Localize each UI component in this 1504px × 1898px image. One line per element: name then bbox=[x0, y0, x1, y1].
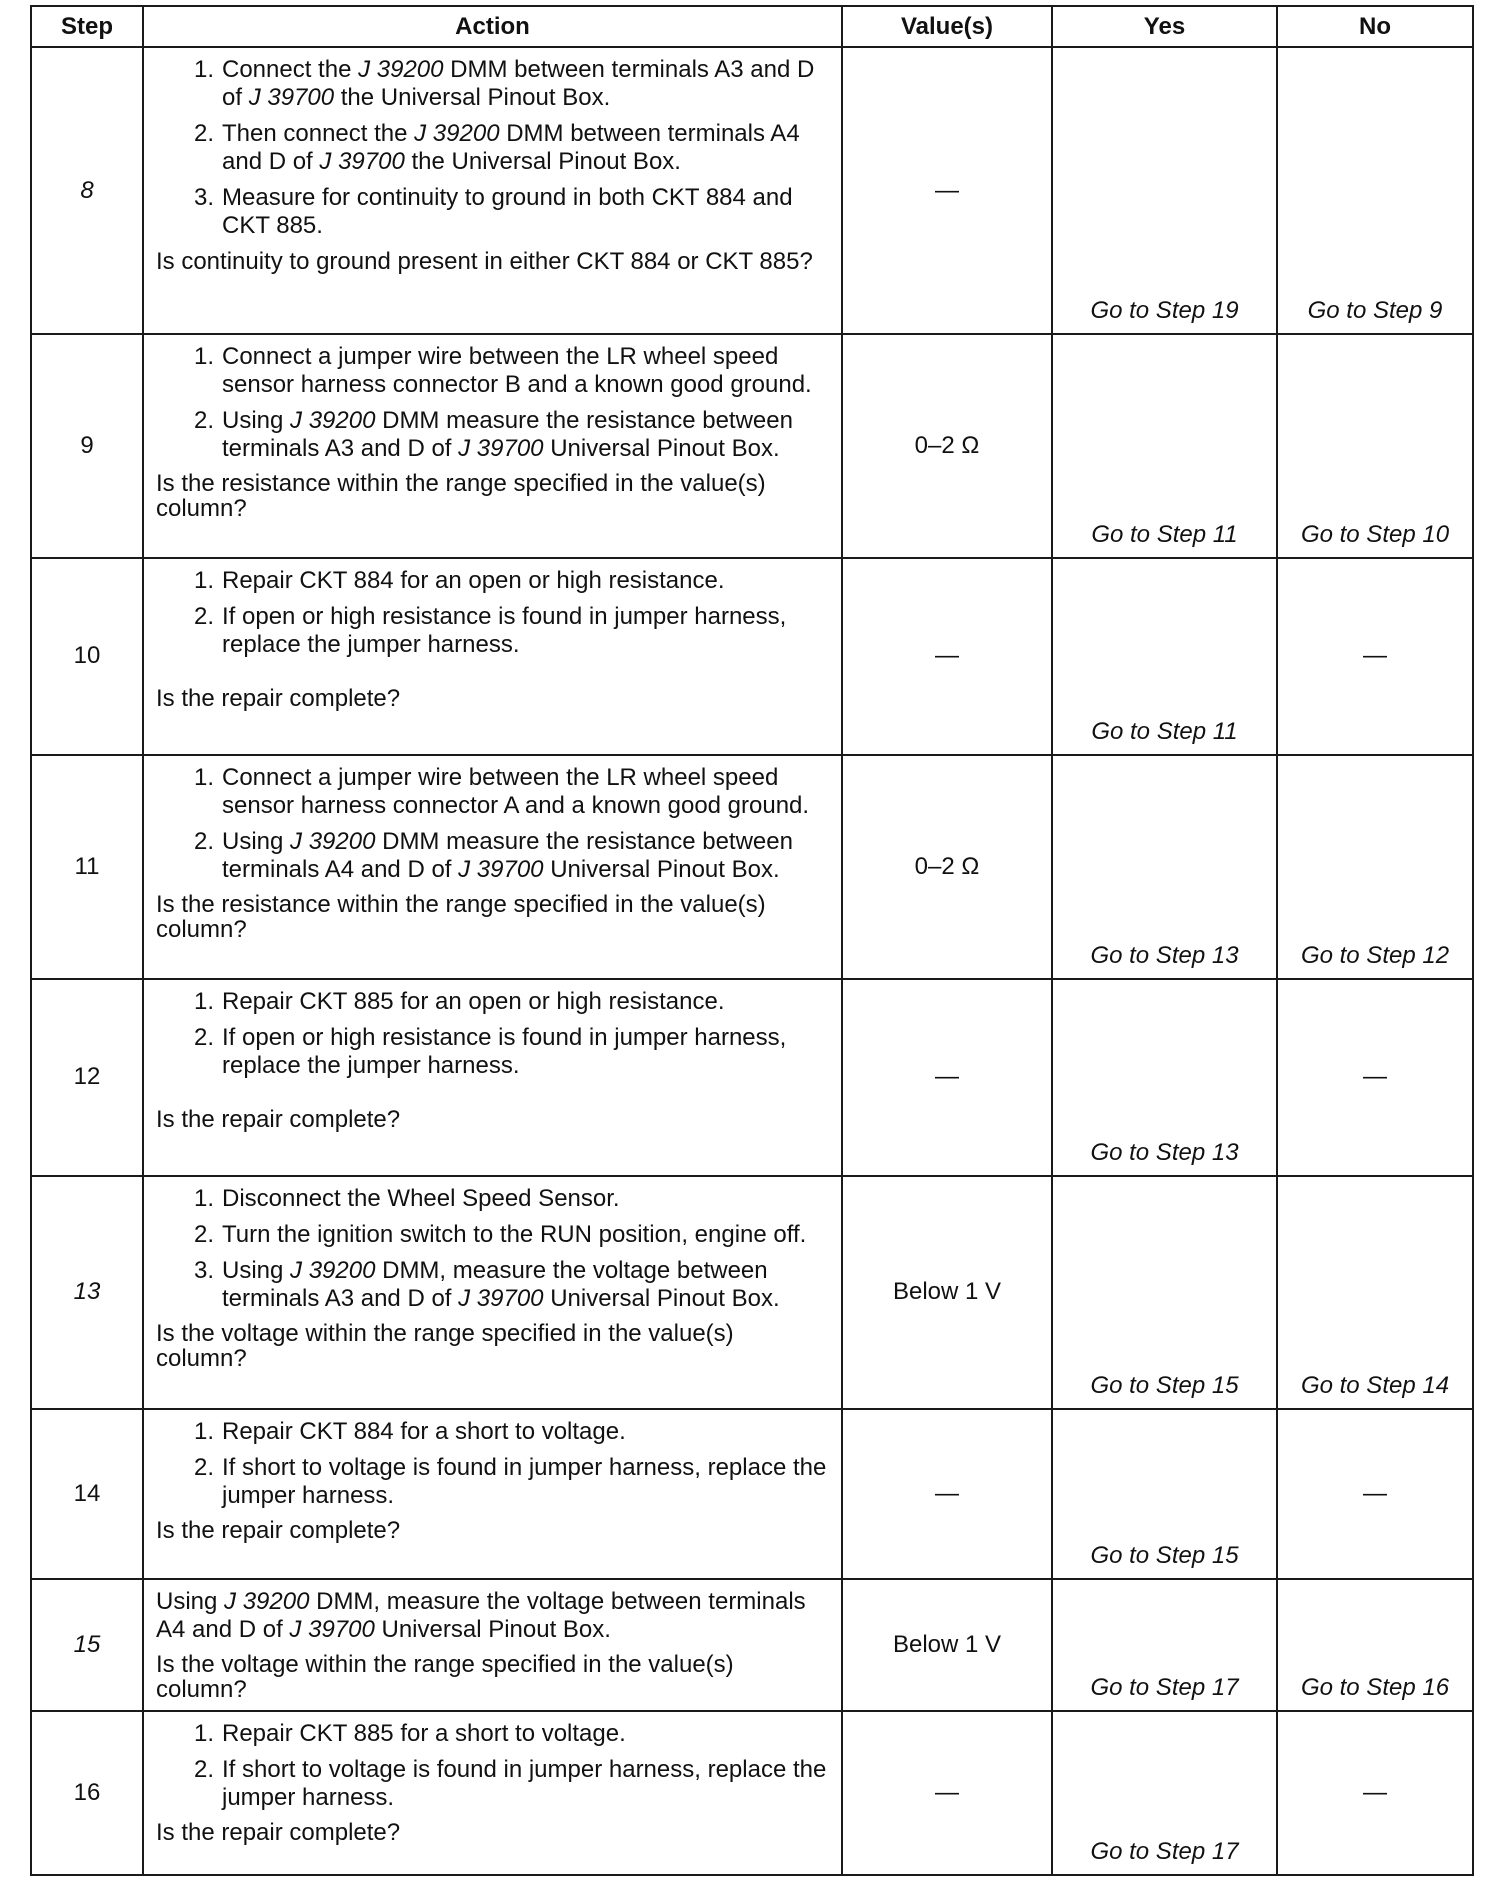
action-list bbox=[156, 764, 827, 884]
action-question: Is the voltage within the range specified in the value(s) column? bbox=[156, 1651, 734, 1704]
table-row bbox=[31, 334, 1473, 558]
list-item bbox=[156, 184, 827, 240]
no-cell: Go to Step 14 bbox=[1277, 1176, 1473, 1410]
action-steps bbox=[156, 1185, 827, 1321]
action-steps bbox=[156, 988, 827, 1088]
step-number: 12 bbox=[31, 979, 143, 1176]
item-number: 3. bbox=[193, 1256, 214, 1284]
no-cell: — bbox=[1277, 979, 1473, 1176]
no-cell: Go to Step 12 bbox=[1277, 755, 1473, 979]
tool-number: J 39700 bbox=[319, 148, 405, 175]
action-cell bbox=[143, 1711, 842, 1875]
list-item bbox=[156, 603, 827, 659]
item-number: 1. bbox=[193, 1719, 214, 1747]
list-item bbox=[156, 1185, 827, 1213]
item-number: 1. bbox=[193, 987, 214, 1015]
step-number: 9 bbox=[31, 334, 143, 558]
list-item bbox=[156, 56, 827, 112]
item-text: Repair CKT 885 for an open or high resistance. bbox=[222, 987, 725, 1015]
yes-cell: Go to Step 11 bbox=[1052, 334, 1277, 558]
table-header-row bbox=[31, 6, 1473, 47]
action-list bbox=[156, 1418, 827, 1510]
tool-number: J 39200 bbox=[290, 407, 376, 435]
yes-cell: Go to Step 17 bbox=[1052, 1711, 1277, 1875]
item-number: 2. bbox=[193, 827, 214, 855]
list-item bbox=[156, 1720, 827, 1748]
item-text: Connect the J 39200 DMM between terminals A3 and D of J 39700 the Universal Pinout Box. bbox=[222, 56, 815, 111]
item-number: 2. bbox=[193, 1220, 214, 1248]
action-question: Is the repair complete? bbox=[156, 1818, 401, 1846]
table-row bbox=[31, 1176, 1473, 1410]
item-text: Turn the ignition switch to the RUN position, engine off. bbox=[222, 1220, 807, 1248]
action-cell bbox=[143, 334, 842, 558]
action-cell bbox=[143, 558, 842, 755]
action-list bbox=[156, 988, 827, 1080]
list-item bbox=[156, 407, 827, 463]
item-text: Using J 39200 DMM, measure the voltage between terminals A3 and D of J 39700 Universal Pinout Box. bbox=[222, 1256, 780, 1312]
action-question: Is the repair complete? bbox=[156, 684, 401, 712]
item-text: Connect a jumper wire between the LR wheel speed sensor harness connector A and a known good ground. bbox=[222, 763, 810, 819]
list-item bbox=[156, 1454, 827, 1510]
table-row bbox=[31, 47, 1473, 334]
tool-number: J 39200 bbox=[290, 1256, 376, 1284]
value-cell: — bbox=[842, 1711, 1052, 1875]
item-number: 1. bbox=[193, 1418, 214, 1446]
step-number: 14 bbox=[31, 1409, 143, 1579]
tool-number: J 39700 bbox=[458, 1284, 544, 1312]
action-text: Using J 39200 DMM, measure the voltage between terminals A4 and D of J 39700 Universal Pinout Box. bbox=[156, 1588, 806, 1644]
yes-cell: Go to Step 15 bbox=[1052, 1409, 1277, 1579]
no-cell: — bbox=[1277, 1711, 1473, 1875]
header-yes: Yes bbox=[1052, 6, 1277, 47]
item-text: Repair CKT 884 for an open or high resistance. bbox=[222, 566, 725, 594]
list-item bbox=[156, 988, 827, 1016]
diagnostic-table bbox=[30, 5, 1474, 1876]
list-item bbox=[156, 1418, 827, 1446]
item-number: 2. bbox=[193, 120, 214, 147]
item-number: 1. bbox=[193, 566, 214, 594]
action-steps bbox=[156, 1418, 827, 1518]
action-list bbox=[156, 56, 827, 240]
list-item bbox=[156, 1756, 827, 1812]
action-steps bbox=[156, 1588, 827, 1652]
action-cell bbox=[143, 1409, 842, 1579]
action-steps bbox=[156, 1720, 827, 1820]
action-list bbox=[156, 1185, 827, 1313]
list-item bbox=[156, 1257, 827, 1313]
item-number: 2. bbox=[193, 1755, 214, 1783]
list-item bbox=[156, 343, 827, 399]
yes-cell: Go to Step 11 bbox=[1052, 558, 1277, 755]
value-cell: Below 1 V bbox=[842, 1579, 1052, 1710]
table-row bbox=[31, 1579, 1473, 1710]
action-question: Is the resistance within the range specified in the value(s) column? bbox=[156, 890, 766, 943]
value-cell: — bbox=[842, 47, 1052, 334]
tool-number: J 39700 bbox=[289, 1616, 375, 1644]
yes-cell: Go to Step 13 bbox=[1052, 979, 1277, 1176]
header-action: Action bbox=[143, 6, 842, 47]
action-question: Is the resistance within the range specified in the value(s) column? bbox=[156, 470, 766, 523]
item-text: Repair CKT 884 for a short to voltage. bbox=[222, 1418, 626, 1446]
value-cell: — bbox=[842, 558, 1052, 755]
list-item bbox=[156, 120, 827, 176]
value-cell: 0–2 Ω bbox=[842, 334, 1052, 558]
table-row bbox=[31, 1409, 1473, 1579]
header-step: Step bbox=[31, 6, 143, 47]
step-number: 13 bbox=[31, 1176, 143, 1410]
value-cell: — bbox=[842, 979, 1052, 1176]
action-question: Is continuity to ground present in either CKT 884 or CKT 885? bbox=[156, 248, 813, 275]
item-text: Using J 39200 DMM measure the resistance between terminals A3 and D of J 39700 Universal Pinout Box. bbox=[222, 407, 793, 463]
list-item bbox=[156, 1024, 827, 1080]
action-question: Is the repair complete? bbox=[156, 1105, 401, 1133]
item-text: Measure for continuity to ground in both CKT 884 and CKT 885. bbox=[222, 184, 793, 239]
item-number: 1. bbox=[193, 763, 214, 791]
item-number: 2. bbox=[193, 407, 214, 435]
item-text: Connect a jumper wire between the LR wheel speed sensor harness connector B and a known good ground. bbox=[222, 343, 812, 399]
tool-number: J 39200 bbox=[358, 56, 444, 83]
tool-number: J 39700 bbox=[458, 435, 544, 463]
action-steps bbox=[156, 567, 827, 667]
table-row bbox=[31, 979, 1473, 1176]
item-text: Repair CKT 885 for a short to voltage. bbox=[222, 1719, 626, 1747]
item-text: If open or high resistance is found in jumper harness, replace the jumper harness. bbox=[222, 602, 787, 658]
tool-number: J 39200 bbox=[290, 827, 376, 855]
no-cell: — bbox=[1277, 558, 1473, 755]
value-cell: Below 1 V bbox=[842, 1176, 1052, 1410]
tool-number: J 39200 bbox=[414, 120, 500, 147]
item-number: 2. bbox=[193, 602, 214, 630]
tool-number: J 39700 bbox=[458, 855, 544, 883]
action-cell bbox=[143, 755, 842, 979]
item-text: If short to voltage is found in jumper harness, replace the jumper harness. bbox=[222, 1454, 827, 1510]
action-cell bbox=[143, 1579, 842, 1710]
item-number: 2. bbox=[193, 1023, 214, 1051]
value-cell: — bbox=[842, 1409, 1052, 1579]
step-number: 10 bbox=[31, 558, 143, 755]
yes-cell: Go to Step 17 bbox=[1052, 1579, 1277, 1710]
no-cell: Go to Step 16 bbox=[1277, 1579, 1473, 1710]
table-row bbox=[31, 755, 1473, 979]
list-item bbox=[156, 1221, 827, 1249]
action-steps bbox=[156, 56, 827, 248]
step-number: 16 bbox=[31, 1711, 143, 1875]
action-steps bbox=[156, 343, 827, 471]
step-number: 11 bbox=[31, 755, 143, 979]
action-list bbox=[156, 343, 827, 463]
yes-cell: Go to Step 13 bbox=[1052, 755, 1277, 979]
table-row bbox=[31, 558, 1473, 755]
item-text: If open or high resistance is found in jumper harness, replace the jumper harness. bbox=[222, 1023, 787, 1079]
item-number: 3. bbox=[193, 184, 214, 211]
item-text: If short to voltage is found in jumper harness, replace the jumper harness. bbox=[222, 1755, 827, 1811]
action-question: Is the repair complete? bbox=[156, 1517, 401, 1545]
action-cell bbox=[143, 979, 842, 1176]
action-cell bbox=[143, 1176, 842, 1410]
item-number: 2. bbox=[193, 1454, 214, 1482]
list-item bbox=[156, 828, 827, 884]
item-text: Disconnect the Wheel Speed Sensor. bbox=[222, 1184, 620, 1212]
item-number: 1. bbox=[193, 343, 214, 371]
value-cell: 0–2 Ω bbox=[842, 755, 1052, 979]
item-number: 1. bbox=[193, 1184, 214, 1212]
action-list bbox=[156, 567, 827, 659]
item-text: Using J 39200 DMM measure the resistance between terminals A4 and D of J 39700 Universal Pinout Box. bbox=[222, 827, 793, 883]
header-no: No bbox=[1277, 6, 1473, 47]
action-question: Is the voltage within the range specified in the value(s) column? bbox=[156, 1319, 734, 1372]
yes-cell: Go to Step 15 bbox=[1052, 1176, 1277, 1410]
tool-number: J 39200 bbox=[224, 1588, 310, 1616]
yes-cell: Go to Step 19 bbox=[1052, 47, 1277, 334]
list-item bbox=[156, 567, 827, 595]
step-number: 15 bbox=[31, 1579, 143, 1710]
action-list bbox=[156, 1720, 827, 1812]
table-row bbox=[31, 1711, 1473, 1875]
no-cell: — bbox=[1277, 1409, 1473, 1579]
step-number: 8 bbox=[31, 47, 143, 334]
no-cell: Go to Step 10 bbox=[1277, 334, 1473, 558]
list-item bbox=[156, 764, 827, 820]
header-values: Value(s) bbox=[842, 6, 1052, 47]
no-cell: Go to Step 9 bbox=[1277, 47, 1473, 334]
action-steps bbox=[156, 764, 827, 892]
tool-number: J 39700 bbox=[248, 84, 335, 111]
item-text: Then connect the J 39200 DMM between terminals A4 and D of J 39700 the Universal Pinout Box. bbox=[222, 120, 800, 175]
item-number: 1. bbox=[193, 56, 214, 83]
action-cell bbox=[143, 47, 842, 334]
